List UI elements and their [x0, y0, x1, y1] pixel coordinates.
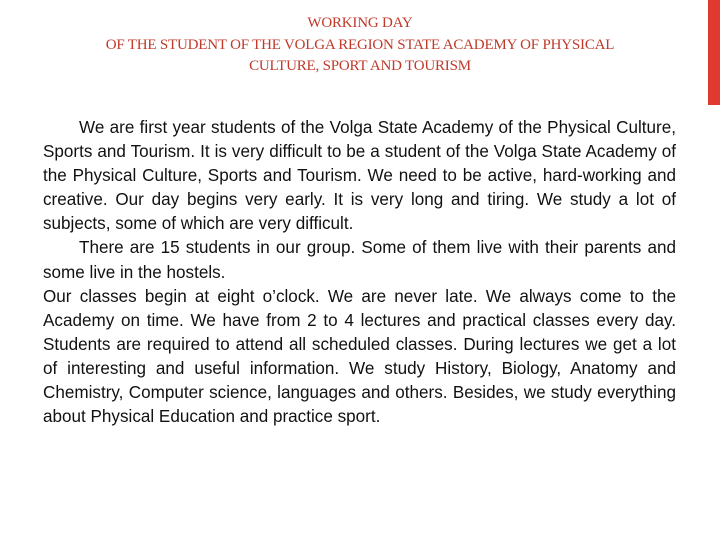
slide-title	[20, 13, 700, 78]
slide-body	[43, 116, 676, 429]
body-paragraph-3: Our classes begin at eight o’clock. We are never late. We always come to the Academy on time. We have from 2 to 4 lectures and practical classes every day. Students are required to attend all scheduled classes. During lectures we get a lot of interesting and useful information. We study History, Biology, Anatomy and Chemistry, Computer science, languages and others. Besides, we study everything about Physical Education and practice sport.	[43, 286, 676, 427]
body-paragraph-1: We are first year students of the Volga State Academy of the Physical Culture, Sports and Tourism. It is very difficult to be a student of the Volga State Academy of the Physical Culture, Sports and Tourism. We need to be active, hard-working and creative. Our day begins very early. It is very long and tiring. We study a lot of subjects, some of which are very difficult.	[43, 118, 676, 234]
title-line-1: WORKING DAY	[307, 15, 413, 31]
title-line-3: CULTURE, SPORT AND TOURISM	[249, 58, 471, 74]
title-line-2: OF THE STUDENT OF THE VOLGA REGION STATE ACADEMY OF PHYSICAL	[105, 36, 615, 53]
accent-bar	[708, 0, 720, 105]
body-paragraph-2: There are 15 students in our group. Some of them live with their parents and some live in the hostels.	[43, 238, 676, 282]
